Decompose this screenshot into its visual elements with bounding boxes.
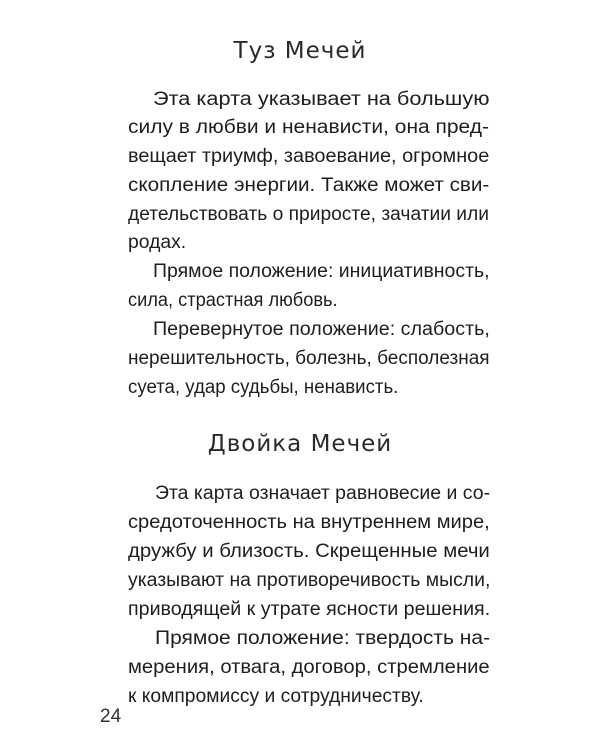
text-line: родах. (128, 232, 187, 253)
text-line: средоточенность на внутреннем мире, (128, 512, 490, 533)
text-line: Эта карта означает равновесие и со- (155, 483, 491, 504)
section-title-two-of-swords: Двойка Мечей (207, 431, 393, 457)
text-line: указывают на противоречивость мысли, (128, 570, 491, 591)
text-line: нерешительность, болезнь, бесполезная (128, 348, 490, 369)
text-line: детельствовать о приросте, зачатии или (128, 204, 489, 225)
text-line: суета, удар судьбы, ненависть. (128, 377, 399, 398)
text-line: силу в любви и ненависти, она пред- (128, 117, 489, 138)
text-line: скопление энергии. Также может сви- (128, 175, 490, 196)
text-line: вещает триумф, завоевание, огромное (128, 146, 490, 167)
text-line: дружбу и близость. Скрещенные мечи (128, 541, 490, 562)
text-line: сила, страстная любовь. (128, 290, 338, 311)
section-title-ace-of-swords: Туз Мечей (233, 38, 367, 64)
text-line: Перевернутое положение: слабость, (153, 319, 490, 340)
text-line: Прямое положение: инициативность, (153, 261, 490, 282)
text-line: Эта карта указывает на большую (153, 89, 490, 110)
text-line: к компромиссу и сотрудничеству. (128, 686, 424, 707)
text-line: Прямое положение: твердость на- (155, 628, 491, 649)
text-line: приводящей к утрате ясности решения. (128, 599, 491, 620)
page-number: 24 (100, 706, 122, 727)
text-line: мерения, отвага, договор, стремление (128, 657, 490, 678)
